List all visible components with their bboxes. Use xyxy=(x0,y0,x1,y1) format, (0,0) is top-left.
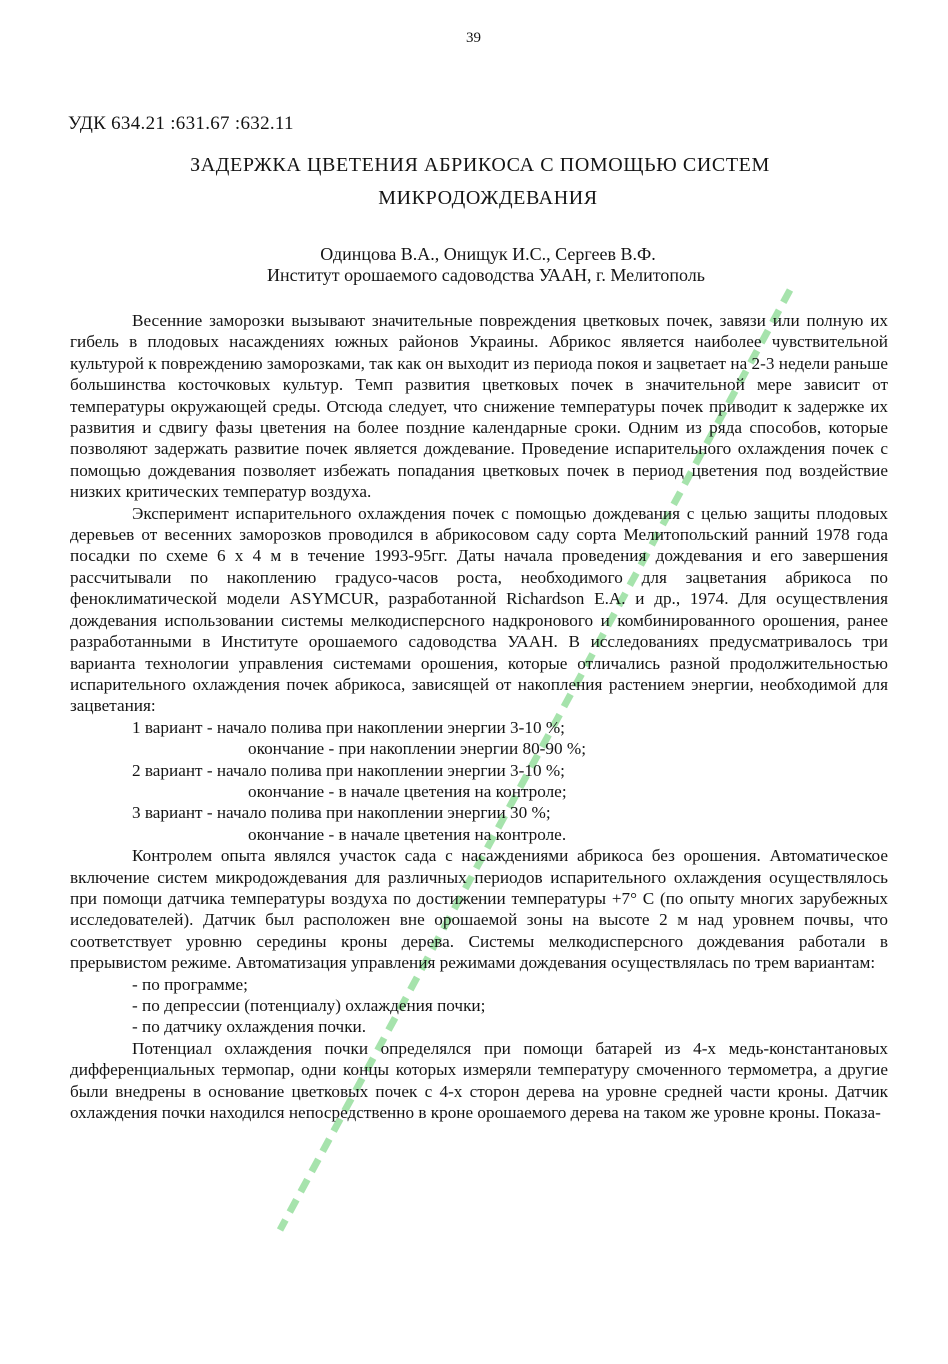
method-item: - по депрессии (потенциалу) охлаждения почки; xyxy=(132,996,486,1015)
paragraph-potential: Потенциал охлаждения почки определялся при помощи батарей из 4-х медь-константановых дифференциальных термопар, одни концы которых измеряли температуру смоченного термометра, а другие были внедрены в основание цветковых почек с 4-х сторон дерева на уровне средней части кроны. Датчик охлаждения почки находился непосредственно в кроне орошаемого дерева на таком же уровне кроны. Показа- xyxy=(70,1038,888,1123)
variant-2-start: 2 вариант - начало полива при накоплении энергии 3-10 %; xyxy=(132,760,565,780)
page-number: 39 xyxy=(466,30,481,46)
article-title-line-1: ЗАДЕРЖКА ЦВЕТЕНИЯ АБРИКОСА С ПОМОЩЬЮ СИСТЕМ xyxy=(190,154,770,176)
variant-1-start: 1 вариант - начало полива при накоплении энергии 3-10 %; xyxy=(132,717,565,737)
article-body xyxy=(70,310,888,1123)
variant-1-end: окончание - при накоплении энергии 80-90 %; xyxy=(248,739,586,759)
article-title-line-2: МИКРОДОЖДЕВАНИЯ xyxy=(378,187,598,209)
variant-2-end: окончание - в начале цветения на контроле; xyxy=(248,781,567,801)
variant-3-start: 3 вариант - начало полива при накоплении энергии 30 %; xyxy=(132,803,551,823)
paragraph-intro: Весенние заморозки вызывают значительные повреждения цветковых почек, завязи или полную их гибель в плодовых насаждениях южных районов Украины. Абрикос является наиболее чувствительной культурой к повреждению заморозками, так как он выходит из периода покоя и зацветает на 2-3 недели раньше большинства косточковых культур. Темп развития цветковых почек в значительной мере зависит от температуры окружающей среды. Отсюда следует, что снижение температуры почек приводит к задержке их развития и сдвигу фазы цветения на более поздние календарные сроки. Одним из ряда способов, которые позволяют задержать развитие почек является дождевание. Проведение испарительного охлаждения почек с помощью дождевания позволяет избежать попадания цветковых почек в период цветения под воздействие низких критических температур воздуха. xyxy=(70,311,888,502)
method-item: - по датчику охлаждения почки. xyxy=(132,1017,367,1037)
paragraph-experiment: Эксперимент испарительного охлаждения почек с помощью дождевания с целью защиты плодовых деревьев от весенних заморозков проводился в абрикосовом саду сорта Мелитопольский ранний 1978 года посадки по схеме 6 х 4 м в течение 1993-95гг. Даты начала проведения дождевания и его завершения рассчитывали по накоплению градусо-часов роста, необходимого для зацветания абрикоса по феноклиматической модели ASYMCUR, разработанной Richardson E.A. и др., 1974. Для осуществления дождевания использовании системы мелкодисперсного надкронового и комбинированного орошения, ранее разработанными в Институте орошаемого садоводства УААН. В исследованиях предусматривалось три варианта технологии управления системами орошения, которые отличались разной продолжительностью испарительного охлаждения почек абрикоса, зависящей от накопления растением энергии, необходимой для зацветания: xyxy=(70,503,888,716)
udc-code: УДК 634.21 :631.67 :632.11 xyxy=(68,113,294,134)
variant-3-end: окончание - в начале цветения на контроле. xyxy=(248,824,567,844)
institute: Институт орошаемого садоводства УААН, г. Мелитополь xyxy=(266,265,705,285)
paragraph-control: Контролем опыта являлся участок сада с насаждениями абрикоса без орошения. Автоматическое включение систем микродождевания для различных периодов испарительного охлаждения осуществлялось при помощи датчика температуры воздуха по достижении температуры +7° С (по опыту многих зарубежных исследователей). Датчик был расположен вне орошаемой зоны на высоте 2 м над уровнем почвы, что соответствует уровню середины кроны дерева. Системы мелкодисперсного дождевания работали в прерывистом режиме. Автоматизация управления режимами дождевания осуществлялась по трем вариантам: xyxy=(70,846,888,973)
authors: Одинцова В.А., Онищук И.С., Сергеев В.Ф. xyxy=(320,244,656,264)
method-item: - по программе; xyxy=(132,974,248,994)
